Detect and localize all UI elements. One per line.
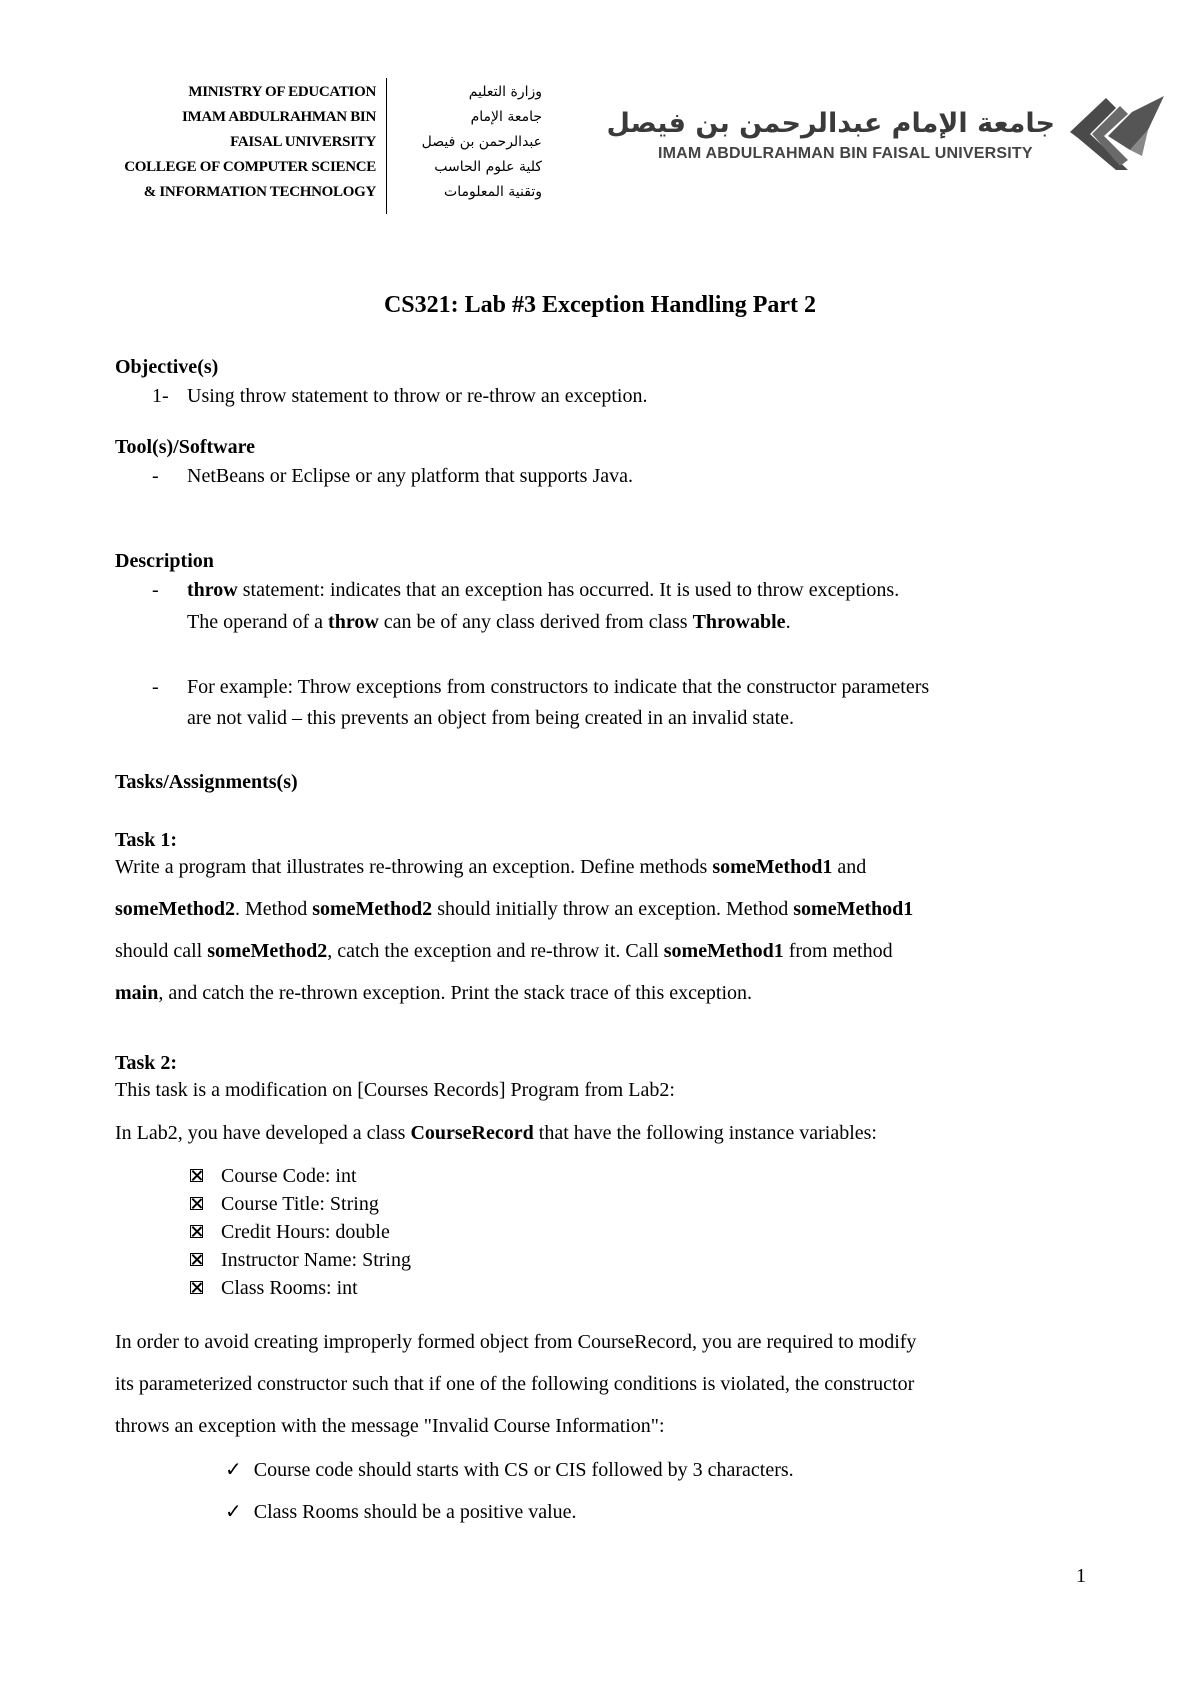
text: Write a program that illustrates re-throwing an exception. Define methods: [115, 856, 713, 878]
text: can be of any class derived from class: [378, 611, 693, 633]
variable-text: Course Code: int: [221, 1165, 357, 1187]
method-name: someMethod2: [312, 898, 433, 920]
task1-line-3: [115, 940, 893, 963]
header-line: MINISTRY OF EDUCATION: [188, 84, 376, 100]
task1-line-2: [115, 898, 913, 921]
checkmark-icon: ✓: [225, 1457, 242, 1481]
condition-text: Class Rooms should be a positive value.: [253, 1501, 577, 1523]
header-line-ar: كلية علوم الحاسب: [434, 159, 542, 175]
list-item: [190, 1221, 411, 1249]
task2-paragraph-line-2: its parameterized constructor such that if one of the following conditions is violated, the constructor: [115, 1373, 915, 1395]
keyword: Throwable: [692, 611, 786, 633]
university-logo-arabic: جامعة الإمام عبدالرحمن بن فيصل: [606, 108, 1055, 139]
university-logo-english: IMAM ABDULRAHMAN BIN FAISAL UNIVERSITY: [658, 145, 1033, 162]
task1-line-1: [115, 856, 866, 879]
method-name: someMethod2: [115, 898, 235, 920]
list-item: [190, 1193, 411, 1221]
keyword: throw: [187, 579, 238, 601]
text: , catch the exception and re-throw it. Call: [327, 940, 664, 962]
header-line-ar: جامعة الإمام: [470, 109, 542, 125]
text: should call: [115, 940, 208, 962]
task1-line-4: [115, 982, 752, 1005]
description-dash: -: [152, 676, 159, 698]
checkmark-icon: ✓: [225, 1499, 242, 1523]
page-number: 1: [1076, 1565, 1086, 1587]
task1-heading: Task 1:: [115, 829, 178, 851]
method-name: someMethod1: [793, 898, 914, 920]
condition-item: [225, 1457, 794, 1482]
task2-line-2: [115, 1122, 877, 1145]
class-name: CourseRecord: [410, 1122, 534, 1144]
text: statement: indicates that an exception has occurred. It is used to throw exceptions.: [237, 579, 900, 601]
header-line: IMAM ABDULRAHMAN BIN: [182, 109, 376, 125]
text: The operand of a: [187, 611, 329, 633]
variable-text: Course Title: String: [221, 1193, 379, 1215]
objectives-heading: Objective(s): [115, 356, 219, 378]
description-bullet-2: For example: Throw exceptions from constructors to indicate that the constructor parameters: [187, 676, 930, 698]
task2-paragraph-line-3: throws an exception with the message "Invalid Course Information":: [115, 1415, 665, 1437]
list-item: [190, 1165, 411, 1193]
variable-text: Class Rooms: int: [221, 1277, 358, 1299]
task2-paragraph-line-1: In order to avoid creating improperly formed object from CourseRecord, you are required to modify: [115, 1331, 917, 1353]
description-heading: Description: [115, 550, 214, 572]
keyword: throw: [328, 611, 379, 633]
checkbox-bullet-icon: [190, 1197, 203, 1210]
condition-item: [225, 1499, 577, 1524]
instance-variable-list: [190, 1165, 411, 1305]
method-name: someMethod1: [663, 940, 784, 962]
header-line: & INFORMATION TECHNOLOGY: [143, 184, 376, 200]
text: and: [832, 856, 867, 878]
checkbox-bullet-icon: [190, 1253, 203, 1266]
text: from method: [783, 940, 893, 962]
text: In Lab2, you have developed a class: [115, 1122, 411, 1144]
checkbox-bullet-icon: [190, 1169, 203, 1182]
text: .: [785, 611, 791, 633]
header-line: COLLEGE OF COMPUTER SCIENCE: [124, 159, 376, 175]
objective-number: 1-: [152, 385, 169, 407]
tools-text: NetBeans or Eclipse or any platform that supports Java.: [187, 465, 633, 487]
header-line-ar: وتقنية المعلومات: [444, 184, 542, 200]
variable-text: Credit Hours: double: [221, 1221, 390, 1243]
task2-intro: This task is a modification on [Courses Records] Program from Lab2:: [115, 1079, 675, 1101]
checkbox-bullet-icon: [190, 1225, 203, 1238]
text: . Method: [234, 898, 313, 920]
ministry-header-arabic: [392, 80, 542, 205]
description-bullet-1: [187, 579, 899, 602]
header-line-ar: عبدالرحمن بن فيصل: [421, 134, 542, 150]
tools-heading: Tool(s)/Software: [115, 436, 255, 458]
document-title: CS321: Lab #3 Exception Handling Part 2: [383, 292, 817, 318]
list-item: [190, 1249, 411, 1277]
description-bullet-1-line-2: [187, 611, 791, 634]
list-item: [190, 1277, 411, 1305]
header-divider: [386, 78, 387, 214]
header-line: FAISAL UNIVERSITY: [230, 134, 376, 150]
method-name: main: [115, 982, 159, 1004]
method-name: someMethod1: [712, 856, 833, 878]
method-name: someMethod2: [207, 940, 328, 962]
objective-text: Using throw statement to throw or re-throw an exception.: [187, 385, 648, 407]
ministry-header-english: [90, 80, 376, 205]
checkbox-bullet-icon: [190, 1281, 203, 1294]
description-dash: -: [152, 579, 159, 601]
variable-text: Instructor Name: String: [221, 1249, 411, 1271]
text: should initially throw an exception. Method: [432, 898, 794, 920]
description-bullet-2-line-2: are not valid – this prevents an object from being created in an invalid state.: [187, 707, 795, 729]
tools-dash: -: [152, 465, 159, 487]
task2-heading: Task 2:: [115, 1052, 178, 1074]
header-line-ar: وزارة التعليم: [468, 84, 542, 100]
condition-text: Course code should starts with CS or CIS followed by 3 characters.: [253, 1459, 794, 1481]
text: that have the following instance variables:: [533, 1122, 877, 1144]
tasks-heading: Tasks/Assignments(s): [115, 771, 298, 793]
text: , and catch the re-thrown exception. Print the stack trace of this exception.: [158, 982, 753, 1004]
university-logo-icon: [1068, 90, 1168, 175]
